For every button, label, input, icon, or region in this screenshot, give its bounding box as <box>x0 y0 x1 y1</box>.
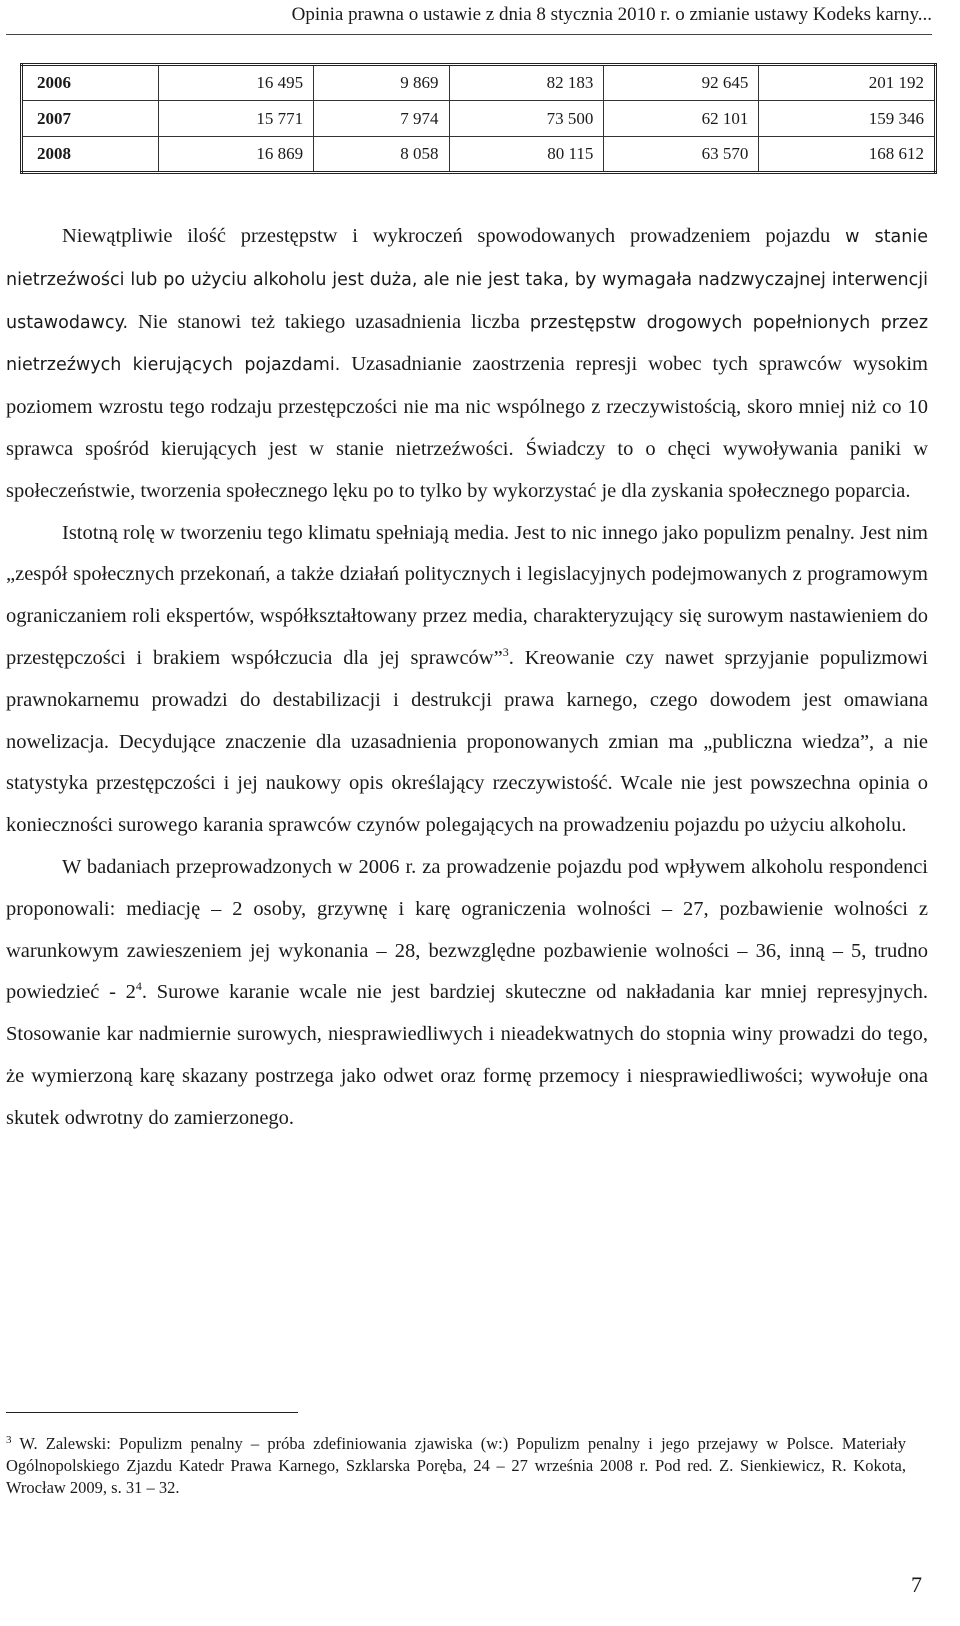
running-header: Opinia prawna o ustawie z dnia 8 stycznia 2010 r. o zmianie ustawy Kodeks karny... <box>291 4 932 25</box>
main-text <box>6 216 928 1140</box>
header-divider <box>6 34 932 35</box>
footnote-number: 3 <box>6 1434 12 1446</box>
footnote-3 <box>6 1433 906 1499</box>
table-cell: 7 974 <box>314 101 449 137</box>
table-row <box>22 137 936 173</box>
page-number: 7 <box>911 1572 922 1597</box>
table-cell: 201 192 <box>759 65 936 101</box>
table-cell: 9 869 <box>314 65 449 101</box>
table-cell: 8 058 <box>314 137 449 173</box>
table-cell: 159 346 <box>759 101 936 137</box>
paragraph-1-part-b: w stanie nietrzeźwości lub po użyciu alkoholu jest duża, ale nie jest taka, by wymagała nadzwyczajnej interwencji ustawodawcy. <box>6 227 929 333</box>
table-cell: 16 869 <box>159 137 314 173</box>
paragraph-2 <box>6 513 928 847</box>
table-cell-year: 2008 <box>22 137 159 173</box>
statistics-table <box>20 63 937 174</box>
paragraph-1 <box>6 216 928 513</box>
paragraph-2-part-a: Istotną rolę w tworzeniu tego klimatu spełniają media. Jest to nic innego jako populizm penalny. Jest nim „zespół społecznych przekonań, a także działań politycznych i legislacyjnych podejmowanych z programowym ograniczaniem roli ekspertów, współkształtowany przez media, charakteryzujący się surowym nastawieniem do przestępczości i brakiem współczucia dla jej sprawców” <box>6 521 928 669</box>
table-cell: 15 771 <box>159 101 314 137</box>
paragraph-1-part-a: Niewątpliwie ilość przestępstw i wykroczeń spowodowanych prowadzeniem pojazdu <box>62 225 831 247</box>
table-cell: 63 570 <box>604 137 759 173</box>
footnote-text: W. Zalewski: Populizm penalny – próba zdefiniowania zjawiska (w:) Populizm penalny i jego przejawy w Polsce. Materiały Ogólnopolskiego Zjazdu Katedr Prawa Karnego, Szklarska Poręba, 24 – 27 września 2008 r. Pod red. Z. Sienkiewicz, R. Kokota, Wrocław 2009, s. 31 – 32. <box>6 1434 906 1497</box>
table-cell: 16 495 <box>159 65 314 101</box>
table-cell: 168 612 <box>759 137 936 173</box>
table-cell-year: 2006 <box>22 65 159 101</box>
footnote-divider <box>6 1412 298 1413</box>
table-cell: 92 645 <box>604 65 759 101</box>
table-row <box>22 101 936 137</box>
table-cell: 80 115 <box>449 137 604 173</box>
paragraph-3 <box>6 847 928 1140</box>
paragraph-3-part-b: . Surowe karanie wcale nie jest bardziej skuteczne od nakładania kar mniej represyjnych. Stosowanie kar nadmiernie surowych, niesprawiedliwych i nieadekwatnych do stopnia winy prowadzi do tego, że wymierzoną karę skazany postrzega jako odwet oraz formę przemocy i niesprawiedliwości; wywołuje ona skutek odwrotny do zamierzonego. <box>6 981 928 1129</box>
paragraph-2-part-b: . Kreowanie czy nawet sprzyjanie populizmowi prawnokarnemu prowadzi do destabilizacji i destrukcji prawa karnego, czego dowodem jest omawiana nowelizacja. Decydujące znaczenie dla uzasadnienia proponowanych zmian ma „publiczna wiedza”, a nie statystyka przestępczości i jej naukowy opis określający rzeczywistość. Wcale nie jest powszechna opinia o konieczności surowego karania sprawców czynów polegających na prowadzeniu pojazdu po użyciu alkoholu. <box>6 646 928 837</box>
table-cell: 82 183 <box>449 65 604 101</box>
paragraph-1-part-c: Nie stanowi też takiego uzasadnienia liczba <box>137 310 520 333</box>
paragraph-1-part-e: Uzasadnianie zaostrzenia represji wobec tych sprawców wysokim poziomem wzrostu tego rodzaju przestępczości nie ma nic wspólnego z rzeczywistością, skoro mniej niż co 10 sprawca spośród kierujących jest w stanie nietrzeźwości. Świadczy to o chęci wywoływania paniki w społeczeństwie, tworzenia społecznego lęku po to tylko by wykorzystać je dla zyskania społecznego poparcia. <box>6 353 928 502</box>
footnote-ref-3[interactable]: 3 <box>502 644 509 659</box>
table-cell: 62 101 <box>604 101 759 137</box>
table-cell: 73 500 <box>449 101 604 137</box>
paragraph-1-part-d: przestępstw drogowych popełnionych przez nietrzeźwych kierujących pojazdami. <box>6 312 929 376</box>
paragraph-3-part-a: W badaniach przeprowadzonych w 2006 r. za prowadzenie pojazdu pod wpływem alkoholu respondenci proponowali: mediację – 2 osoby, grzywnę i karę ograniczenia wolności – 27, pozbawienie wolności z warunkowym zawieszeniem jej wykonania – 28, bezwzględne pozbawienie wolności – 36, inną – 5, trudno powiedzieć - 2 <box>6 855 928 1004</box>
table-row <box>22 65 936 101</box>
footnote-ref-4[interactable]: 4 <box>135 979 142 994</box>
table-cell-year: 2007 <box>22 101 159 137</box>
